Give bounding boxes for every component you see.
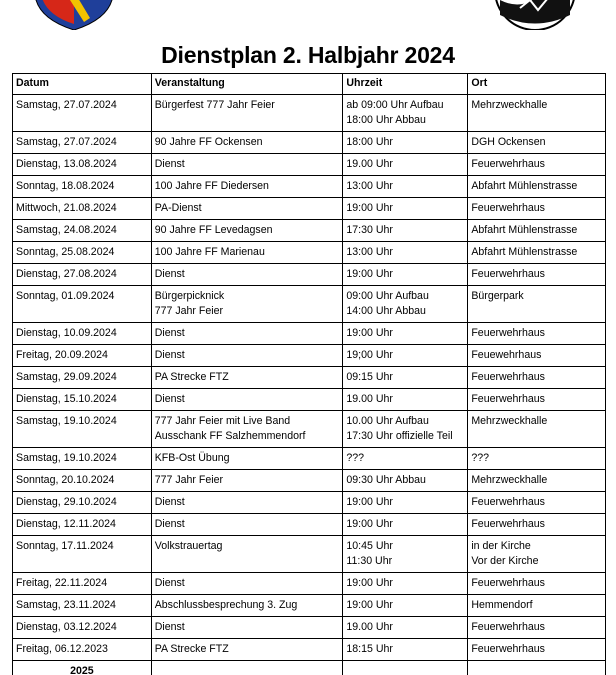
cell-datum: Dienstag, 13.08.2024 — [13, 154, 152, 176]
cell-datum: Dienstag, 29.10.2024 — [13, 492, 152, 514]
cell-uhrzeit: ab 09:00 Uhr Aufbau 18:00 Uhr Abbau — [343, 95, 468, 132]
cell-datum: Samstag, 19.10.2024 — [13, 411, 152, 448]
cell-veranstaltung: Dienst — [151, 617, 343, 639]
cell-uhrzeit: 10:45 Uhr 11:30 Uhr — [343, 536, 468, 573]
cell-ort: Feuerwehrhaus — [468, 389, 606, 411]
cell-ort: Feuewehrhaus — [468, 345, 606, 367]
cell-uhrzeit: 19:00 Uhr — [343, 595, 468, 617]
cell-uhrzeit: 19.00 Uhr — [343, 389, 468, 411]
table-row — [13, 389, 606, 411]
cell-ort: Feuerwehrhaus — [468, 198, 606, 220]
table-row — [13, 323, 606, 345]
cell-datum: Dienstag, 03.12.2024 — [13, 617, 152, 639]
table-row — [13, 367, 606, 389]
table-row — [13, 492, 606, 514]
cell-veranstaltung: Volkstrauertag — [151, 536, 343, 573]
cell-uhrzeit: 09:30 Uhr Abbau — [343, 470, 468, 492]
cell-veranstaltung: KFB-Ost Übung — [151, 448, 343, 470]
table-row — [13, 536, 606, 573]
cell-ort: Feuerwehrhaus — [468, 323, 606, 345]
cell-datum: Sonntag, 20.10.2024 — [13, 470, 152, 492]
cell-datum: Samstag, 27.07.2024 — [13, 95, 152, 132]
cell-veranstaltung: Abschlussbesprechung 3. Zug — [151, 595, 343, 617]
cell-veranstaltung: Dienst — [151, 264, 343, 286]
cell-uhrzeit: 19.00 Uhr — [343, 617, 468, 639]
cell-datum: Sonntag, 18.08.2024 — [13, 176, 152, 198]
cell-uhrzeit: 19:00 Uhr — [343, 514, 468, 536]
cell-uhrzeit: ??? — [343, 448, 468, 470]
cell-uhrzeit: 18:15 Uhr — [343, 639, 468, 661]
cell-uhrzeit: 09:00 Uhr Aufbau 14:00 Uhr Abbau — [343, 286, 468, 323]
cell-veranstaltung: Dienst — [151, 345, 343, 367]
cell-ort: Abfahrt Mühlenstrasse — [468, 220, 606, 242]
cell-uhrzeit: 10.00 Uhr Aufbau 17:30 Uhr offizielle Teil — [343, 411, 468, 448]
cell-ort: Feuerwehrhaus — [468, 514, 606, 536]
cell-veranstaltung: Bürgerfest 777 Jahr Feier — [151, 95, 343, 132]
cell-datum: Sonntag, 17.11.2024 — [13, 536, 152, 573]
cell-veranstaltung — [151, 661, 343, 675]
cell-uhrzeit: 19:00 Uhr — [343, 492, 468, 514]
table-row — [13, 514, 606, 536]
table-row — [13, 448, 606, 470]
cell-ort: Feuerwehrhaus — [468, 573, 606, 595]
table-row — [13, 132, 606, 154]
table-row — [13, 176, 606, 198]
cell-datum: Freitag, 22.11.2024 — [13, 573, 152, 595]
cell-ort: Abfahrt Mühlenstrasse — [468, 176, 606, 198]
table-row — [13, 617, 606, 639]
cell-datum: 2025 — [13, 661, 152, 675]
cell-ort: Mehrzweckhalle — [468, 95, 606, 132]
cell-veranstaltung: Dienst — [151, 154, 343, 176]
cell-uhrzeit: 19;00 Uhr — [343, 345, 468, 367]
cell-datum: Samstag, 29.09.2024 — [13, 367, 152, 389]
cell-datum: Freitag, 20.09.2024 — [13, 345, 152, 367]
cell-veranstaltung: 777 Jahr Feier mit Live Band Ausschank FF Salzhemmendorf — [151, 411, 343, 448]
cell-ort: Bürgerpark — [468, 286, 606, 323]
header-ort: Ort — [468, 74, 606, 95]
cell-uhrzeit: 19.00 Uhr — [343, 154, 468, 176]
table-row — [13, 345, 606, 367]
table-row — [13, 264, 606, 286]
cell-datum: Sonntag, 25.08.2024 — [13, 242, 152, 264]
cell-datum: Sonntag, 01.09.2024 — [13, 286, 152, 323]
cell-veranstaltung: PA Strecke FTZ — [151, 639, 343, 661]
cell-uhrzeit: 13:00 Uhr — [343, 242, 468, 264]
cell-uhrzeit: 19:00 Uhr — [343, 198, 468, 220]
cell-veranstaltung: PA-Dienst — [151, 198, 343, 220]
coat-of-arms-logo — [34, 0, 114, 30]
cell-ort: Feuerwehrhaus — [468, 264, 606, 286]
page-title: Dienstplan 2. Halbjahr 2024 — [161, 42, 455, 68]
cell-ort: Feuerwehrhaus — [468, 639, 606, 661]
table-row — [13, 198, 606, 220]
table-row — [13, 286, 606, 323]
table-header-row — [13, 74, 606, 95]
cell-veranstaltung: 100 Jahre FF Diedersen — [151, 176, 343, 198]
cell-ort: Feuerwehrhaus — [468, 367, 606, 389]
table-row — [13, 661, 606, 675]
cell-veranstaltung: Dienst — [151, 323, 343, 345]
cell-ort: Mehrzweckhalle — [468, 470, 606, 492]
table-row — [13, 411, 606, 448]
cell-datum: Dienstag, 15.10.2024 — [13, 389, 152, 411]
cell-veranstaltung: Dienst — [151, 389, 343, 411]
cell-veranstaltung: Dienst — [151, 492, 343, 514]
cell-veranstaltung: Dienst — [151, 573, 343, 595]
cell-ort: Feuerwehrhaus — [468, 492, 606, 514]
cell-veranstaltung: PA Strecke FTZ — [151, 367, 343, 389]
cell-uhrzeit: 19:00 Uhr — [343, 573, 468, 595]
cell-uhrzeit: 19:00 Uhr — [343, 323, 468, 345]
table-row — [13, 154, 606, 176]
cell-uhrzeit: 18:00 Uhr — [343, 132, 468, 154]
cell-datum: Freitag, 06.12.2023 — [13, 639, 152, 661]
cell-ort: ??? — [468, 448, 606, 470]
table-row — [13, 470, 606, 492]
cell-datum: Samstag, 24.08.2024 — [13, 220, 152, 242]
header-veranstaltung: Veranstaltung — [151, 74, 343, 95]
cell-ort: Feuerwehrhaus — [468, 617, 606, 639]
cell-ort — [468, 661, 606, 675]
cell-uhrzeit: 13:00 Uhr — [343, 176, 468, 198]
cell-ort: Abfahrt Mühlenstrasse — [468, 242, 606, 264]
cell-uhrzeit: 17:30 Uhr — [343, 220, 468, 242]
duty-schedule-table — [12, 73, 606, 675]
cell-veranstaltung: 90 Jahre FF Ockensen — [151, 132, 343, 154]
cell-datum: Samstag, 27.07.2024 — [13, 132, 152, 154]
cell-datum: Mittwoch, 21.08.2024 — [13, 198, 152, 220]
cell-veranstaltung: 100 Jahre FF Marienau — [151, 242, 343, 264]
cell-ort: in der Kirche Vor der Kirche — [468, 536, 606, 573]
header-datum: Datum — [13, 74, 152, 95]
cell-uhrzeit — [343, 661, 468, 675]
cell-datum: Samstag, 19.10.2024 — [13, 448, 152, 470]
fire-department-emblem — [490, 0, 580, 30]
cell-veranstaltung: Dienst — [151, 514, 343, 536]
cell-ort: DGH Ockensen — [468, 132, 606, 154]
cell-veranstaltung: 777 Jahr Feier — [151, 470, 343, 492]
cell-veranstaltung: Bürgerpicknick 777 Jahr Feier — [151, 286, 343, 323]
table-row — [13, 95, 606, 132]
cell-datum: Dienstag, 27.08.2024 — [13, 264, 152, 286]
cell-uhrzeit: 19:00 Uhr — [343, 264, 468, 286]
cell-datum: Dienstag, 12.11.2024 — [13, 514, 152, 536]
table-row — [13, 573, 606, 595]
cell-datum: Samstag, 23.11.2024 — [13, 595, 152, 617]
cell-datum: Dienstag, 10.09.2024 — [13, 323, 152, 345]
cell-ort: Feuerwehrhaus — [468, 154, 606, 176]
cell-veranstaltung: 90 Jahre FF Levedagsen — [151, 220, 343, 242]
cell-ort: Mehrzweckhalle — [468, 411, 606, 448]
table-row — [13, 220, 606, 242]
header-uhrzeit: Uhrzeit — [343, 74, 468, 95]
cell-ort: Hemmendorf — [468, 595, 606, 617]
table-row — [13, 595, 606, 617]
cell-uhrzeit: 09:15 Uhr — [343, 367, 468, 389]
table-row — [13, 639, 606, 661]
table-row — [13, 242, 606, 264]
